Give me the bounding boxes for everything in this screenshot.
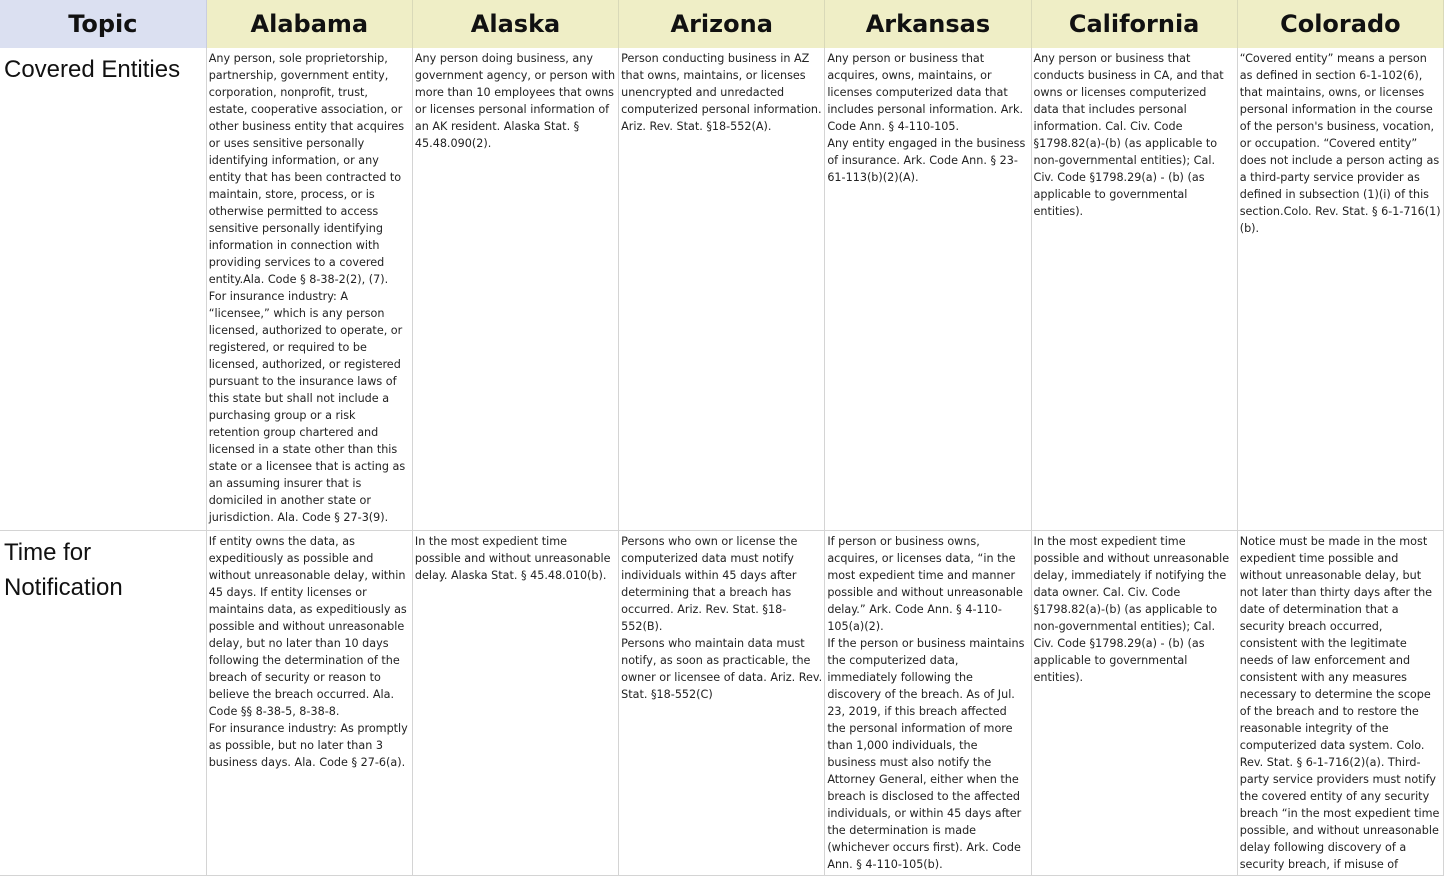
cell-text: Any person, sole proprietorship, partnership, government entity, corporation, nonprofit, trust, estate, cooperative association, or other business entity that acquires or uses sensitive personally identifying information, or any entity that has been contracted to maintain, store, process, or is otherwise permitted to access sensitive personally identifying information in connection with providing services to a covered entity.Ala. Code § 8-38-2(2), (7). For insurance industry: A “licensee,” which is any person licensed, authorized to operate, or registered, or required to be licensed, authorized, or registered pursuant to the insurance laws of this state but shall not include a purchasing group or a risk retention group chartered and licensed in a state other than this state or a licensee that is acting as an assuming insurer that is domiciled in another state or jurisdiction. Ala. Code § 27-3(9). [208,52,406,524]
cell-text: Person conducting business in AZ that owns, maintains, or licenses unencrypted and unredacted computerized personal information. Ariz. Rev. Stat. §18-552(A). [621,52,822,133]
column-header-colorado[interactable]: Colorado [1237,0,1443,48]
cell-arizona-covered-entities[interactable] [619,48,825,531]
column-header-alaska[interactable]: Alaska [412,0,618,48]
cell-arkansas-covered-entities[interactable] [825,48,1031,531]
row-label-time-for-notification[interactable]: Time for Notification [0,531,206,876]
cell-arkansas-time-for-notification[interactable] [825,531,1031,876]
cell-california-covered-entities[interactable] [1031,48,1237,531]
cell-text: “Covered entity” means a person as defined in section 6-1-102(6), that maintains, owns, or licenses personal information in the course of the person's business, vocation, or occupation. “Covered entity” does not include a person acting as a third-party service provider as defined in subsection (1)(i) of this section.Colo. Rev. Stat. § 6-1-716(1)(b). [1239,52,1441,235]
table-row-time-for-notification [0,531,1444,876]
header-row [0,0,1444,48]
row-label-covered-entities[interactable]: Covered Entities [0,48,206,531]
cell-alabama-covered-entities[interactable] [206,48,412,531]
cell-arizona-time-for-notification[interactable] [619,531,825,876]
cell-text: In the most expedient time possible and without unreasonable delay, immediately if notifying the data owner. Cal. Civ. Code §1798.82(a)-(b) (as applicable to non-governmental entities); Cal. Civ. Code §1798.29(a) - (b) (as applicable to governmental entities). [1033,535,1230,684]
cell-colorado-time-for-notification[interactable] [1237,531,1443,876]
table-row-covered-entities [0,48,1444,531]
cell-text: Any person or business that acquires, owns, maintains, or licenses computerized data that includes personal information. Ark. Code Ann. § 4-110-105. Any entity engaged in the business of insurance. Ark. Code Ann. § 23-61-113(b)(2)(A). [827,52,1026,184]
column-header-arizona[interactable]: Arizona [619,0,825,48]
cell-text: If entity owns the data, as expeditiously as possible and without unreasonable delay, within 45 days. If entity licenses or maintains data, as expeditiously as possible and without unreasonable delay, but no later than 10 days following the determination of the breach of security or reason to believe the breach occurred. Ala. Code §§ 8-38-5, 8-38-8. For insurance industry: As promptly as possible, but no later than 3 business days. Ala. Code § 27-6(a). [208,535,408,769]
cell-alaska-time-for-notification[interactable] [412,531,618,876]
cell-alaska-covered-entities[interactable] [412,48,618,531]
cell-text: Notice must be made in the most expedient time possible and without unreasonable delay, but not later than thirty days after the date of determination that a security breach occurred, consistent with the legitimate needs of law enforcement and consistent with any measures necessary to determine the scope of the breach and to restore the reasonable integrity of the computerized data system. Colo. Rev. Stat. § 6-1-716(2)(a). Third-party service providers must notify the covered entity of any security breach “in the most expedient time possible, and without unreasonable delay following discovery of a security breach, if misuse of [1239,535,1440,871]
cell-text: Any person or business that conducts business in CA, and that owns or licenses computerized data that includes personal information. Cal. Civ. Code §1798.82(a)-(b) (as applicable to non-governmental entities); Cal. Civ. Code §1798.29(a) - (b) (as applicable to governmental entities). [1033,52,1224,218]
cell-colorado-covered-entities[interactable] [1237,48,1443,531]
cell-alabama-time-for-notification[interactable] [206,531,412,876]
cell-california-time-for-notification[interactable] [1031,531,1237,876]
column-header-alabama[interactable]: Alabama [206,0,412,48]
cell-text: In the most expedient time possible and without unreasonable delay. Alaska Stat. § 45.48.010(b). [414,535,611,582]
cell-text: Any person doing business, any government agency, or person with more than 10 employees that owns or licenses personal information of an AK resident. Alaska Stat. § 45.48.090(2). [414,52,616,150]
cell-text: If person or business owns, acquires, or licenses data, “in the most expedient time and manner possible and without unreasonable delay.” Ark. Code Ann. § 4-110-105(a)(2). If the person or business maintains the computerized data, immediately following the discovery of the breach. As of Jul. 23, 2019, if this breach affected the personal information of more than 1,000 individuals, the business must also notify the Attorney General, either when the breach is disclosed to the affected individuals, or within 45 days after the determination is made (whichever occurs first). Ark. Code Ann. § 4-110-105(b). [827,535,1025,871]
column-header-california[interactable]: California [1031,0,1237,48]
cell-text: Persons who own or license the computerized data must notify individuals within 45 days after determining that a breach has occurred. Ariz. Rev. Stat. §18-552(B). Persons who maintain data must notify, as soon as practicable, the owner or licensee of data. Ariz. Rev. Stat. §18-552(C) [621,535,823,701]
column-header-topic[interactable]: Topic [0,0,206,48]
column-header-arkansas[interactable]: Arkansas [825,0,1031,48]
